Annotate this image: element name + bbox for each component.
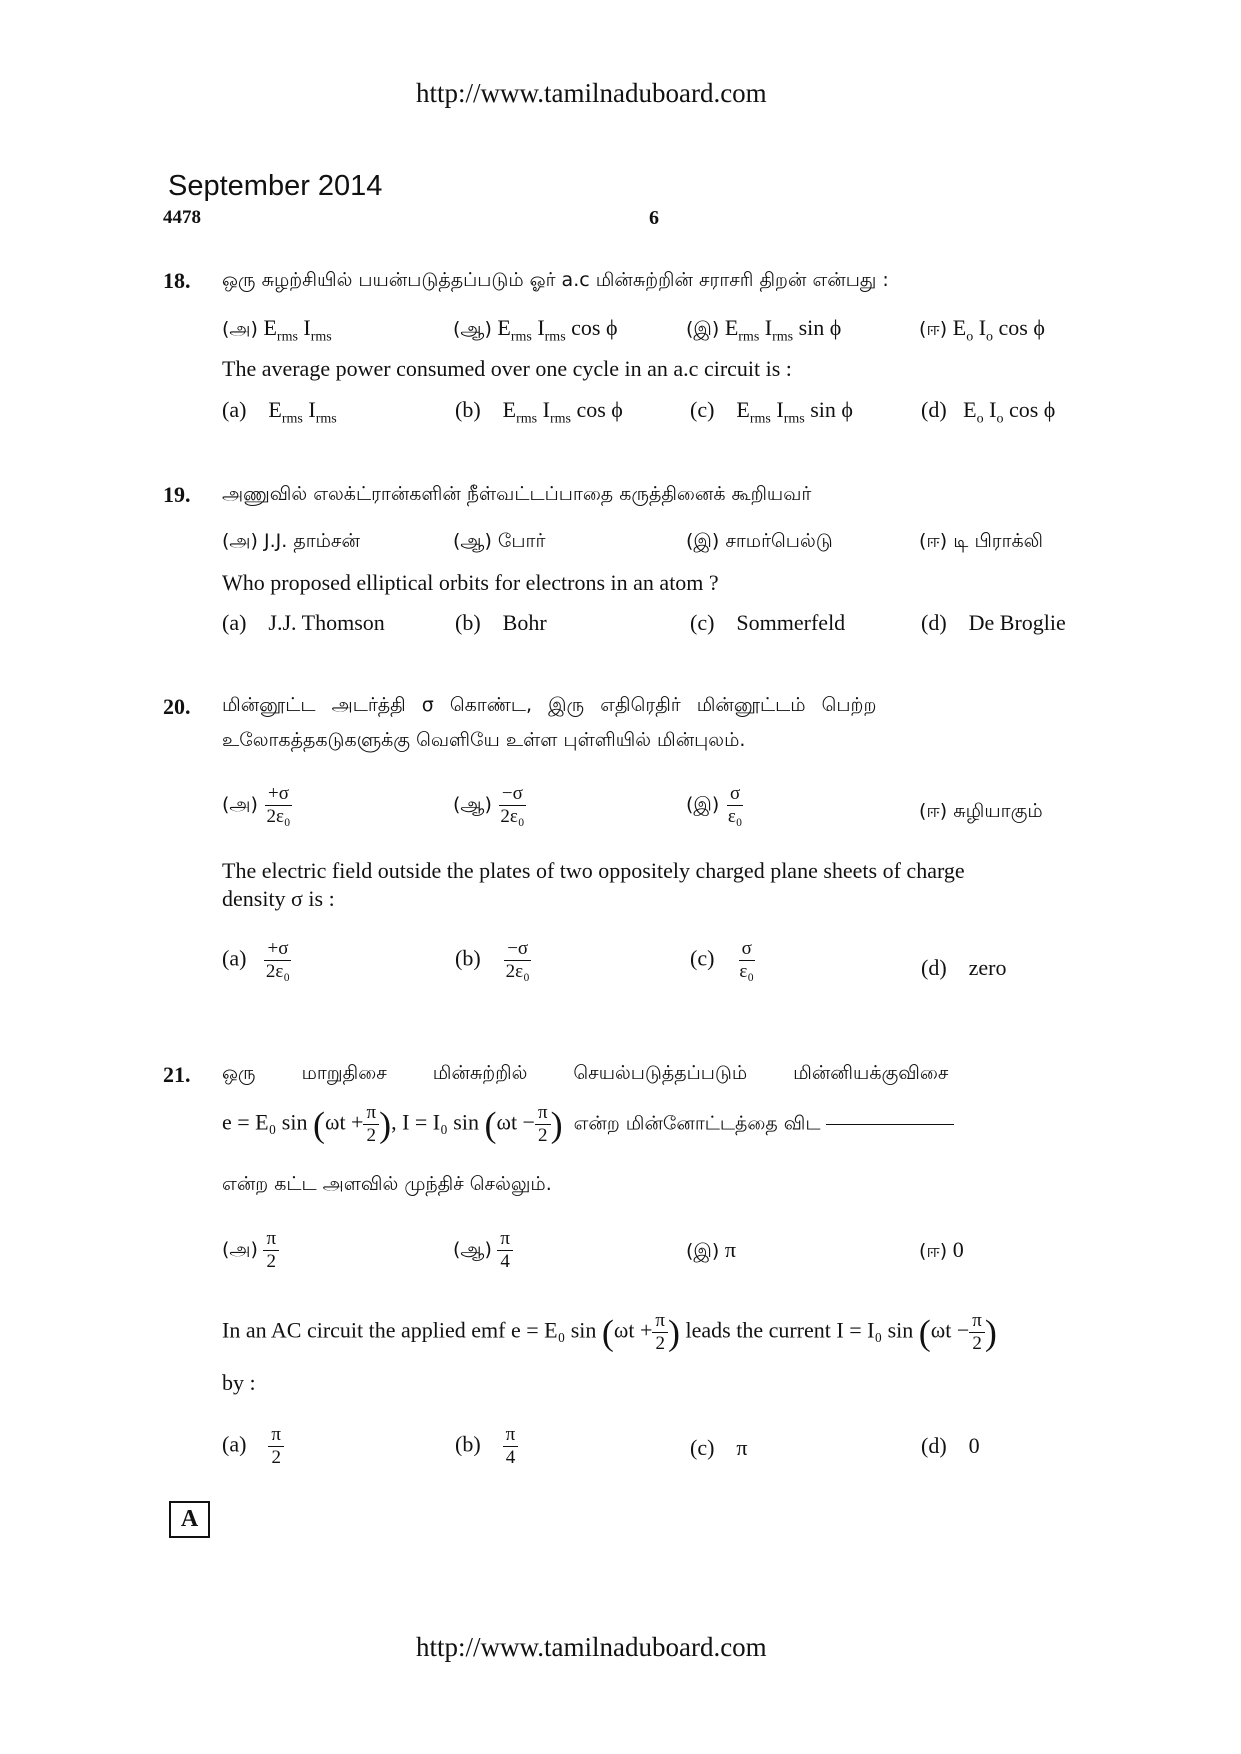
- denominator: 2: [972, 1332, 982, 1354]
- option-label: (இ): [686, 793, 720, 816]
- option-text: J.J. Thomson: [268, 610, 385, 635]
- option-label: (a): [222, 1431, 247, 1457]
- tamil-option-a: [222, 783, 294, 828]
- question-english-line2: density σ is :: [222, 886, 335, 911]
- option-label: (ஈ): [919, 318, 948, 340]
- option-label: (c): [690, 1435, 715, 1460]
- question-number: 20.: [163, 694, 191, 719]
- option-text: போர்: [497, 530, 546, 552]
- numerator: σ: [739, 938, 755, 961]
- numerator: π: [268, 1424, 284, 1447]
- paren-close: ): [379, 1104, 392, 1145]
- paren-close: ): [550, 1104, 563, 1145]
- paren-close: ): [984, 1312, 997, 1353]
- tamil-mid-text: என்ற மின்னோட்டத்தை விட: [573, 1112, 821, 1135]
- numerator: σ: [727, 783, 743, 806]
- fraction: [363, 1102, 379, 1147]
- option-label: (இ): [686, 530, 720, 552]
- option-text: zero: [968, 955, 1007, 980]
- numerator: −σ: [504, 938, 531, 961]
- question-number: 21.: [163, 1062, 191, 1087]
- tamil-option-c: [686, 530, 833, 555]
- english-option-c: [690, 610, 845, 636]
- option-text: π: [736, 1435, 748, 1460]
- fraction: [503, 1424, 519, 1469]
- fraction: [263, 1228, 279, 1273]
- option-trig: cos ϕ: [998, 315, 1045, 340]
- option-text: டி பிராக்லி: [953, 530, 1044, 552]
- omega-t-minus: ωt −: [930, 1317, 970, 1343]
- option-label: (d): [921, 610, 947, 635]
- emf-expression: e = E₀ sin: [222, 1109, 308, 1135]
- question-tamil-line1: மின்னூட்ட அடர்த்தி σ கொண்ட, இரு எதிரெதிர் மின்னூட்டம் பெற்ற: [222, 694, 877, 716]
- option-label: (இ): [686, 1240, 720, 1262]
- tamil-option-c: [686, 1237, 736, 1265]
- option-label: (b): [455, 945, 481, 971]
- tamil-option-c: [686, 783, 745, 828]
- option-label: (ஈ): [919, 800, 948, 822]
- english-option-b: [455, 610, 547, 636]
- english-current-text: leads the current I = I₀ sin: [685, 1317, 914, 1343]
- fraction: [263, 783, 293, 828]
- answer-key-box: A: [169, 1501, 210, 1538]
- question-tamil-line2: உலோகத்தகடுகளுக்கு வெளியே உள்ள புள்ளியில் மின்புலம்.: [222, 729, 746, 751]
- option-label: (அ): [222, 318, 258, 340]
- english-option-a: (a) $E_{rms}$ $I_{rms}$: [222, 397, 337, 427]
- option-label: (a): [222, 610, 247, 635]
- option-text: சாமர்பெல்டு: [725, 530, 833, 552]
- english-emf-text: In an AC circuit the applied emf e = E₀ sin: [222, 1317, 597, 1343]
- option-text: சுழியாகும்: [953, 800, 1043, 822]
- option-label: (ஆ): [453, 1238, 492, 1261]
- option-text: Bohr: [502, 610, 547, 635]
- question-english-line2: by :: [222, 1370, 256, 1395]
- question-equation-line: e = E₀ sin (ωt + $\frac{\pi}{2}$ ), I = I₀ sin (ωt − $\frac{\pi}{2}$ ) என்ற மின்னோட்டத்தை விட: [222, 1102, 954, 1147]
- english-option-b: [455, 1424, 518, 1469]
- numerator: π: [497, 1228, 513, 1251]
- option-label: (d): [921, 397, 947, 422]
- question-tamil-line3: என்ற கட்ட அளவில் முந்திச் செல்லும்.: [222, 1173, 552, 1195]
- option-label: (இ): [686, 318, 720, 340]
- question-tamil: அணுவில் எலக்ட்ரான்களின் நீள்வட்டப்பாதை கருத்தினைக் கூறியவர்: [222, 483, 812, 505]
- option-label: (ஈ): [919, 1240, 948, 1262]
- denominator: 2: [655, 1332, 665, 1354]
- question-english-line1: The electric field outside the plates of two oppositely charged plane sheets of charge: [222, 858, 965, 883]
- tamil-option-b: (ஆ) $E_{rms}$ $I_{rms}$ cos ϕ: [453, 315, 618, 345]
- denominator: ε₀: [727, 805, 743, 827]
- denominator: 2ε₀: [266, 805, 291, 827]
- fraction: [535, 1102, 551, 1147]
- footer-url[interactable]: http://www.tamilnaduboard.com: [416, 1632, 767, 1662]
- option-label: (ஆ): [453, 530, 492, 552]
- page-number: 6: [649, 207, 659, 229]
- tamil-option-a: [222, 530, 360, 555]
- denominator: 2ε₀: [500, 805, 525, 827]
- option-label: (b): [455, 397, 481, 422]
- fraction: [969, 1310, 985, 1355]
- denominator: 4: [500, 1250, 510, 1272]
- option-label: (a): [222, 945, 247, 971]
- fraction: [725, 783, 746, 828]
- option-text: Sommerfeld: [736, 610, 846, 635]
- denominator: 2: [538, 1124, 548, 1146]
- tamil-option-d: (ஈ) $E_o$ $I_o$ cos ϕ: [919, 315, 1045, 345]
- option-label: (அ): [222, 530, 258, 552]
- denominator: 2: [266, 1250, 276, 1272]
- option-label: (a): [222, 397, 247, 422]
- option-label: (d): [921, 1433, 947, 1458]
- denominator: 2ε₀: [265, 960, 291, 982]
- question-tamil: ஒரு சுழற்சியில் பயன்படுத்தப்படும் ஓர் a.c மின்சுற்றின் சராசரி திறன் என்பது :: [222, 269, 889, 291]
- question-number: 18.: [163, 268, 191, 293]
- question-english-line1: [222, 1310, 997, 1355]
- fraction: [503, 938, 533, 983]
- denominator: 2: [366, 1124, 377, 1146]
- tamil-option-b: [453, 1228, 513, 1273]
- numerator: π: [652, 1310, 668, 1333]
- numerator: π: [503, 1424, 519, 1447]
- tamil-option-d: [919, 800, 1043, 825]
- option-text: 0: [952, 1237, 964, 1262]
- tamil-option-a: [222, 1228, 279, 1273]
- option-label: (ஆ): [453, 318, 492, 340]
- denominator: 4: [505, 1446, 516, 1468]
- fraction: [497, 1228, 513, 1273]
- tamil-option-c: (இ) $E_{rms}$ $I_{rms}$ sin ϕ: [686, 315, 842, 345]
- question-tamil-line1: ஒரு மாறுதிசை மின்சுற்றில் செயல்படுத்தப்படும் மின்னியக்குவிசை: [222, 1062, 949, 1084]
- omega-t-plus: ωt +: [324, 1109, 364, 1135]
- option-label: (d): [921, 955, 947, 980]
- exam-title: September 2014: [168, 170, 383, 202]
- option-text: π: [724, 1237, 736, 1262]
- tamil-option-b: [453, 783, 527, 828]
- denominator: ε₀: [739, 960, 755, 982]
- current-expression: I = I₀ sin: [402, 1109, 479, 1135]
- numerator: −σ: [499, 783, 526, 806]
- tamil-option-d: [919, 530, 1043, 555]
- numerator: π: [263, 1228, 279, 1251]
- english-option-d: [921, 1433, 980, 1459]
- option-label: (c): [690, 945, 715, 971]
- denominator: 2: [271, 1446, 281, 1468]
- paren-open: (: [484, 1104, 497, 1145]
- fraction: [268, 1424, 284, 1469]
- fraction: [263, 938, 293, 983]
- english-option-c: [690, 1435, 748, 1461]
- question-english: The average power consumed over one cycle in an a.c circuit is :: [222, 356, 792, 381]
- english-option-b: [455, 938, 533, 983]
- header-url[interactable]: http://www.tamilnaduboard.com: [416, 78, 767, 108]
- paren-close: ): [668, 1312, 681, 1353]
- option-trig: sin ϕ: [810, 397, 853, 422]
- numerator: π: [969, 1310, 985, 1333]
- option-text: 0: [968, 1433, 980, 1458]
- option-label: (அ): [222, 1238, 258, 1261]
- numerator: π: [535, 1102, 551, 1125]
- tamil-option-a: (அ) $E_{rms}$ $I_{rms}$: [222, 315, 332, 345]
- option-trig: sin ϕ: [798, 315, 842, 340]
- option-label: (அ): [222, 793, 258, 816]
- answer-blank: [826, 1124, 954, 1125]
- english-option-a: [222, 610, 385, 636]
- exam-code: 4478: [163, 207, 201, 228]
- numerator: +σ: [265, 783, 292, 806]
- numerator: π: [363, 1102, 379, 1125]
- numerator: +σ: [264, 938, 291, 961]
- question-number: 19.: [163, 482, 191, 507]
- option-label: (c): [690, 610, 715, 635]
- fraction: [652, 1310, 668, 1355]
- option-trig: cos ϕ: [1008, 397, 1056, 422]
- english-option-b: (b) $E_{rms}$ $I_{rms}$ cos ϕ: [455, 397, 623, 427]
- option-label: (ஈ): [919, 530, 948, 552]
- question-english: Who proposed elliptical orbits for electrons in an atom ?: [222, 570, 719, 595]
- tamil-option-b: [453, 530, 545, 555]
- option-label: (b): [455, 1431, 481, 1457]
- english-option-a: [222, 1424, 284, 1469]
- paren-open: (: [312, 1104, 325, 1145]
- option-trig: cos ϕ: [576, 397, 623, 422]
- paren-open: (: [601, 1312, 614, 1353]
- option-trig: cos ϕ: [571, 315, 618, 340]
- english-option-a: [222, 938, 293, 983]
- omega-t-minus: ωt −: [496, 1109, 535, 1135]
- paren-open: (: [918, 1312, 931, 1353]
- option-text: J.J. தாம்சன்: [264, 530, 360, 552]
- option-label: (b): [455, 610, 481, 635]
- omega-t-plus: ωt +: [613, 1317, 653, 1343]
- fraction: [736, 938, 757, 983]
- english-option-c: (c) $E_{rms}$ $I_{rms}$ sin ϕ: [690, 397, 853, 427]
- english-option-d: [921, 955, 1007, 981]
- option-label: (ஆ): [453, 793, 492, 816]
- option-label: (c): [690, 397, 715, 422]
- english-option-d: (d) $E_o$ $I_o$ cos ϕ: [921, 397, 1056, 427]
- fraction: [497, 783, 527, 828]
- english-option-c: [690, 938, 757, 983]
- english-option-d: [921, 610, 1066, 636]
- tamil-option-d: [919, 1237, 964, 1265]
- denominator: 2ε₀: [505, 960, 530, 982]
- option-text: De Broglie: [968, 610, 1066, 635]
